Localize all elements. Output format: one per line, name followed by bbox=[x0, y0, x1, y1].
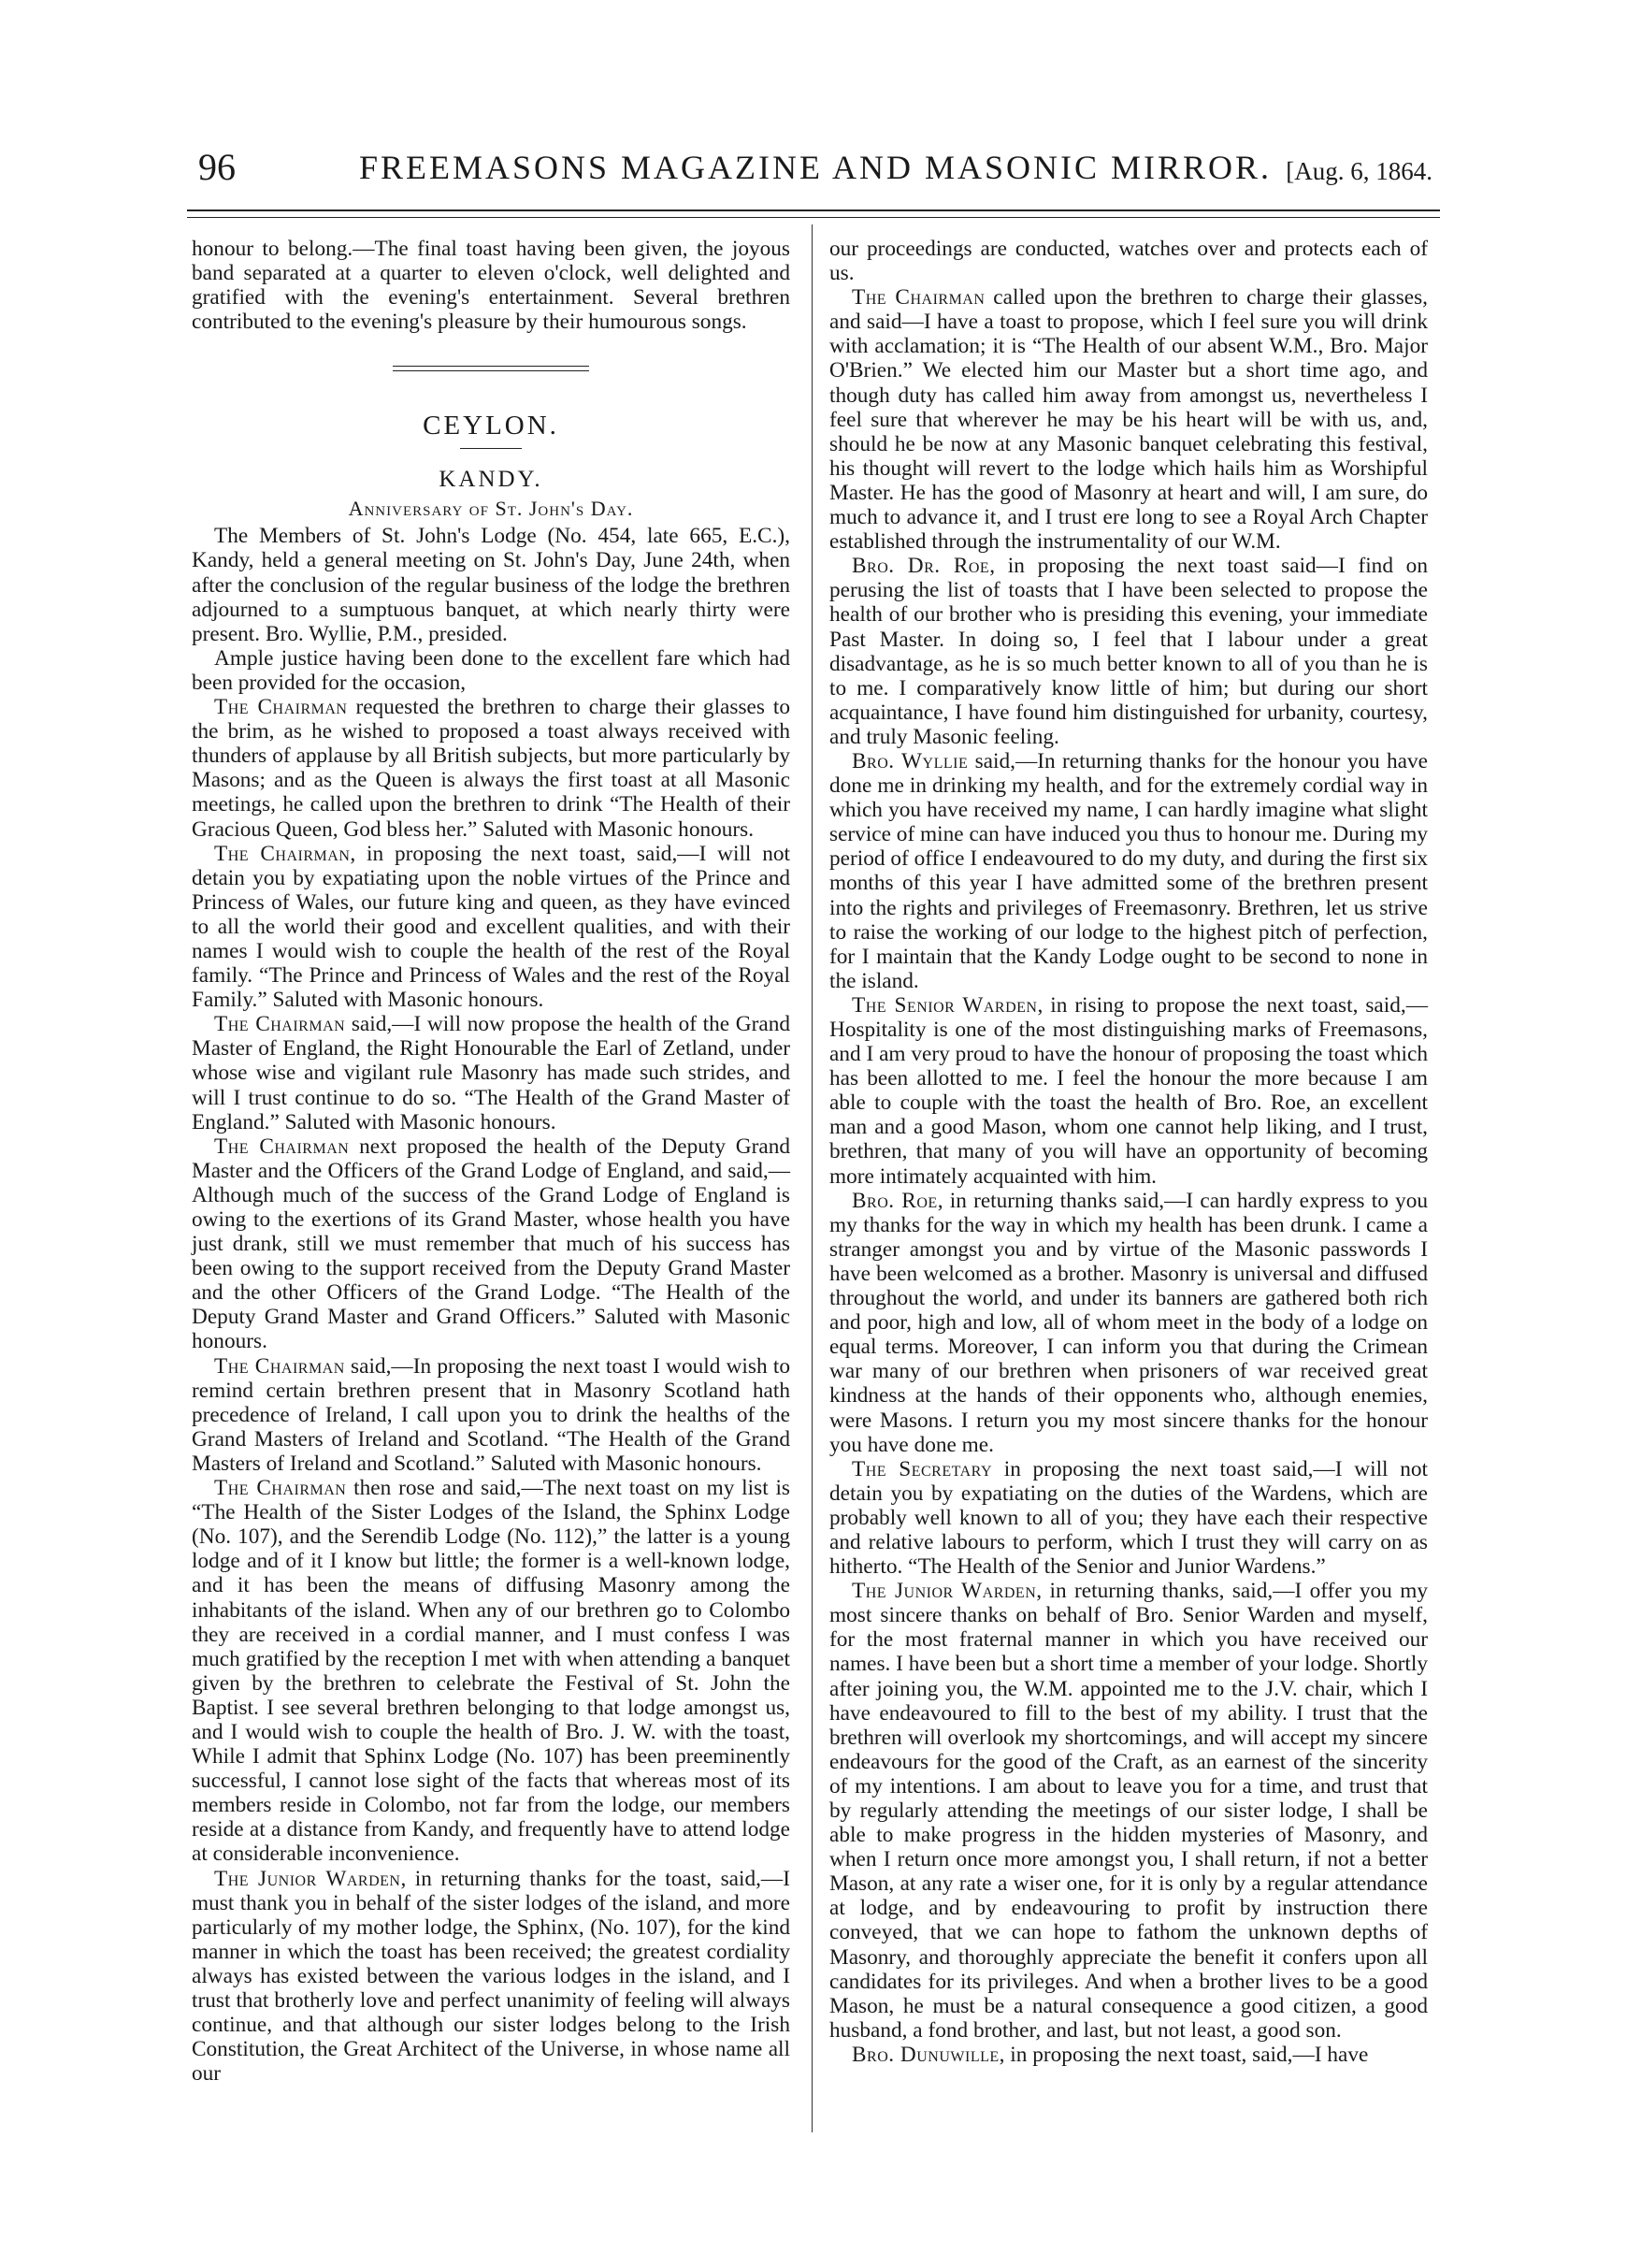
article-paragraph bbox=[829, 1457, 1428, 1579]
speaker-name: Bro. Roe bbox=[852, 1188, 938, 1213]
speaker-name: Bro. Dr. Roe bbox=[852, 554, 990, 579]
paragraph-text: The Members of St. John's Lodge (No. 454, late 665, E.C.), Kandy, held a general meeting on St. John's Day, June 24th, when after the conclusion of the regular business of the lodge the brethren adjourned to a sumptuous banquet, at which nearly thirty were present. Bro. Wyllie, P.M., presided. bbox=[192, 524, 790, 646]
article-paragraph bbox=[192, 646, 790, 695]
speaker-name: The Secretary bbox=[852, 1456, 993, 1481]
paragraph-text: , in returning thanks for the toast, said,—I must thank you in behalf of the sister lodges of the island, and more particularly of my mother lodge, the Sphinx, (No. 107), for the kind manner in which the toast has been received; the greatest cordiality always has existed between the various lodges in the island, and I trust that brotherly love and perfect unanimity of feeling will always continue, and that although our sister lodges belong to the Irish Constitution, the Great Architect of the Universe, in whose name all our bbox=[192, 1866, 790, 2087]
header-rule bbox=[187, 209, 1440, 211]
paragraph-text: said,—In returning thanks for the honour you have done me in drinking my health, and for the extremely cordial way in which you have received my name, I can hardly imagine what slight service of mine can have induced you thus to honour me. During my period of office I endeavoured to do my duty, and during the first six months of this year I have admitted some of the brethren present into the rights and privileges of Freemasonry. Brethren, let us strive to raise the working of our lodge to the highest pitch of perfection, for I maintain that the Kandy Lodge ought to be second to none in the island. bbox=[829, 748, 1428, 993]
article-paragraph bbox=[192, 842, 790, 1013]
speaker-name: The Chairman bbox=[214, 841, 351, 866]
paragraph-text: called upon the brethren to charge their glasses, and said—I have a toast to propose, which I feel sure you will drink with acclamation; it is “The Health of our absent W.M., Bro. Major O'Brien.” We elected him our Master but a short time ago, and though duty has called him away from amongst us, nevertheless I feel sure that wherever he may be his heart will be with us, and, should he be now at any Masonic banquet celebrating this festival, his thought will revert to the lodge which hails him as Worshipful Master. He has the good of Masonry at heart and will, I am sure, do much to advance it, and I trust ere long to see a Royal Arch Chapter established through the instrumentality of our W.M. bbox=[829, 285, 1428, 555]
issue-date: [Aug. 6, 1864. bbox=[1286, 157, 1432, 185]
event-title: Anniversary of St. John's Day. bbox=[348, 497, 634, 521]
section-subheading: KANDY. bbox=[439, 467, 543, 493]
header-rule-thin bbox=[187, 217, 1440, 218]
article-paragraph bbox=[192, 1134, 790, 1354]
paragraph-text: in proposing the next toast said,—I will not detain you by expatiating on the duties of the Wardens, which are probably well known to all of you; they have each their respective and relative labours to perform, which I trust they will carry on as hitherto. “The Health of the Senior and Junior Wardens.” bbox=[829, 1456, 1428, 1580]
section-divider bbox=[393, 366, 589, 371]
article-paragraph bbox=[192, 524, 790, 645]
paragraph-text: , in proposing the next toast, said,—I will not detain you by expatiating upon the noble virtues of the Prince and Princess of Wales, our future king and queen, as they have evinced to all the world their good and excellent qualities, and with their names I would wish to couple the health of the rest of the Royal family. “The Prince and Princess of Wales and the rest of the Royal Family.” Saluted with Masonic honours. bbox=[192, 841, 791, 1013]
article-paragraph bbox=[829, 285, 1428, 554]
speaker-name: The Senior Warden bbox=[852, 992, 1038, 1018]
left-column bbox=[192, 237, 790, 2086]
paragraph-text: requested the brethren to charge their glasses to the brim, as he wished to proposed a toast always received with thunders of applause by all British subjects, but more particularly by Masons; and as the Queen is always the first toast at all Masonic meetings, he called upon the brethren to drink “The Health of their Gracious Queen, God bless her.” Saluted with Masonic honours. bbox=[192, 695, 790, 842]
paragraph-text: said,—I will now propose the health of the Grand Master of England, the Right Honourable the Earl of Zetland, under whose wise and vigilant rule Masonry has made such strides, and will I trust continue to do so. “The Health of the Grand Master of England.” Saluted with Masonic honours. bbox=[192, 1012, 790, 1134]
speaker-name: The Chairman bbox=[214, 1353, 345, 1379]
paragraph-text: Ample justice having been done to the excellent fare which had been provided for the occasion, bbox=[192, 645, 790, 695]
paragraph-text: , in proposing the next toast said—I find on perusing the list of toasts that I have been selected to propose the health of our brother who is presiding this evening, your immediate Past Master. In doing so, I feel that I labour under a great disadvantage, as he is so much better known to all of you than he is to me. I comparatively know little of him; but during our short acquaintance, I have found him distinguished for urbanity, courtesy, and truly Masonic feeling. bbox=[829, 554, 1428, 749]
section-heading: CEYLON. bbox=[423, 411, 559, 441]
speaker-name: The Chairman bbox=[214, 1012, 346, 1037]
article-paragraph bbox=[829, 749, 1428, 993]
paragraph-text: , in returning thanks, said,—I offer you my most sincere thanks on behalf of Bro. Senior Warden and myself, for the most fraternal manner in which you have received our names. I have been but a short time a member of your lodge. Shortly after joining you, the W.M. appointed me to the J.V. chair, which I have endeavoured to fill to the best of my ability. I trust that the brethren will overlook my shortcomings, and will accept my sincere endeavours for the good of the Craft, as an earnest of the sincerity of my intentions. I am about to leave you for a time, and trust that by regularly attending the meetings of our sister lodge, I shall be able to make progress in the hidden mysteries of Masonry, and when I return once more amongst you, I shall return, if not a better Mason, at any rate a wiser one, for it is only by a regular attendance at lodge, and by endeavouring to profit by instruction there conveyed, that we can hope to fathom the unknown depths of Masonry, and thoroughly appreciate the benefit it confers upon all candidates for its privileges. And when a brother lives to be a good Mason, he must be a natural consequence a good citizen, a good husband, a fond brother, and last, but not least, a good son. bbox=[829, 1579, 1428, 2043]
left-paragraphs bbox=[192, 524, 790, 2086]
article-paragraph bbox=[829, 2043, 1428, 2067]
paragraph-text: , in rising to propose the next toast, said,—Hospitality is one of the most distinguishing marks of Freemasons, and I am very proud to have the honour of proposing the toast which has been allotted to me. I feel the honour the more because I am able to couple with the toast the health of Bro. Roe, an excellent man and a good Mason, whom one cannot help liking, and I trust, brethren, that many of you will have an opportunity of becoming more intimately acquainted with him. bbox=[829, 992, 1429, 1189]
speaker-name: The Chairman bbox=[214, 1476, 347, 1501]
right-column bbox=[829, 237, 1428, 2067]
paragraph-text: next proposed the health of the Deputy Grand Master and the Officers of the Grand Lodge of England, and said,—Although much of the success of the Grand Lodge of England is owing to the exertions of its Grand Master, whose health you have just drank, still we must remember that much of his success has been owing to the support received from the Deputy Grand Master and the other Officers of the Grand Lodge. “The Health of the Deputy Grand Master and Grand Officers.” Saluted with Masonic honours. bbox=[192, 1134, 790, 1354]
article-paragraph bbox=[192, 695, 790, 842]
article-paragraph bbox=[829, 1189, 1428, 1457]
article-paragraph bbox=[829, 993, 1428, 1189]
article-paragraph bbox=[192, 1012, 790, 1134]
article-paragraph bbox=[192, 1867, 790, 2087]
continued-paragraph: our proceedings are conducted, watches over and protects each of us. bbox=[829, 237, 1428, 286]
paragraph-text: , in proposing the next toast, said,—I have bbox=[999, 2042, 1369, 2067]
speaker-name: The Junior Warden bbox=[214, 1866, 401, 1891]
page-header bbox=[198, 144, 1432, 191]
page-number: 96 bbox=[198, 146, 236, 188]
article-paragraph bbox=[829, 1579, 1428, 2043]
speaker-name: The Chairman bbox=[852, 285, 986, 311]
article-paragraph bbox=[192, 1476, 790, 1867]
speaker-name: Bro. Dunuwille bbox=[852, 2042, 1000, 2067]
article-paragraph bbox=[829, 554, 1428, 749]
column-divider bbox=[812, 224, 813, 2132]
paragraph-text: , in returning thanks said,—I can hardly express to you my thanks for the way in which my health has been drunk. I came a stranger amongst you and by virtue of the Masonic passwords I have been welcomed as a brother. Masonry is universal and diffused throughout the world, and under its banners are gathered both rich and poor, high and low, all of whom meet in the body of a lodge on equal terms. Moreover, I can inform you that during the Crimean war many of our brethren when prisoners of war received great kindness at the hands of their opponents who, although enemies, were Masons. I return you my most sincere thanks for the honour you have done me. bbox=[829, 1188, 1429, 1457]
speaker-name: The Chairman bbox=[214, 695, 348, 720]
speaker-name: Bro. Wyllie bbox=[852, 748, 969, 773]
right-paragraphs bbox=[829, 285, 1428, 2067]
paragraph-text: said,—In proposing the next toast I would wish to remind certain brethren present that in Masonry Scotland hath precedence of Ireland, I call upon you to drink the healths of the Grand Masters of Ireland and Scotland. “The Health of the Grand Masters of Ireland and Scotland.” Saluted with Masonic honours. bbox=[192, 1353, 790, 1476]
publication-title: FREEMASONS MAGAZINE AND MASONIC MIRROR. bbox=[358, 149, 1273, 186]
article-paragraph bbox=[192, 1354, 790, 1476]
speaker-name: The Junior Warden bbox=[852, 1579, 1037, 1604]
continued-paragraph: honour to belong.—The final toast having been given, the joyous band separated at a quarter to eleven o'clock, well delighted and gratified with the evening's entertainment. Several brethren contributed to the evening's pleasure by their humourous songs. bbox=[192, 237, 790, 335]
paragraph-text: then rose and said,—The next toast on my list is “The Health of the Sister Lodges of the Island, the Sphinx Lodge (No. 107), and the Serendib Lodge (No. 112),” the latter is a young lodge and of it I know but little; the former is a well-known lodge, and it has been the means of diffusing Masonry among the inhabitants of the island. When any of our brethren go to Colombo they are received in a cordial manner, and I must confess I was much gratified by the reception I met with when attending a banquet given by the brethren to celebrate the Festival of St. John the Baptist. I see several brethren belonging to that lodge amongst us, and I would wish to couple the health of Bro. J. W. with the toast, While I admit that Sphinx Lodge (No. 107) has been preeminently successful, I cannot lose sight of the facts that whereas most of its members reside in Colombo, not far from the lodge, our members reside at a distance from Kandy, and frequently have to attend lodge at considerable inconvenience. bbox=[192, 1476, 791, 1867]
heading-rule bbox=[460, 448, 522, 449]
speaker-name: The Chairman bbox=[214, 1134, 350, 1159]
